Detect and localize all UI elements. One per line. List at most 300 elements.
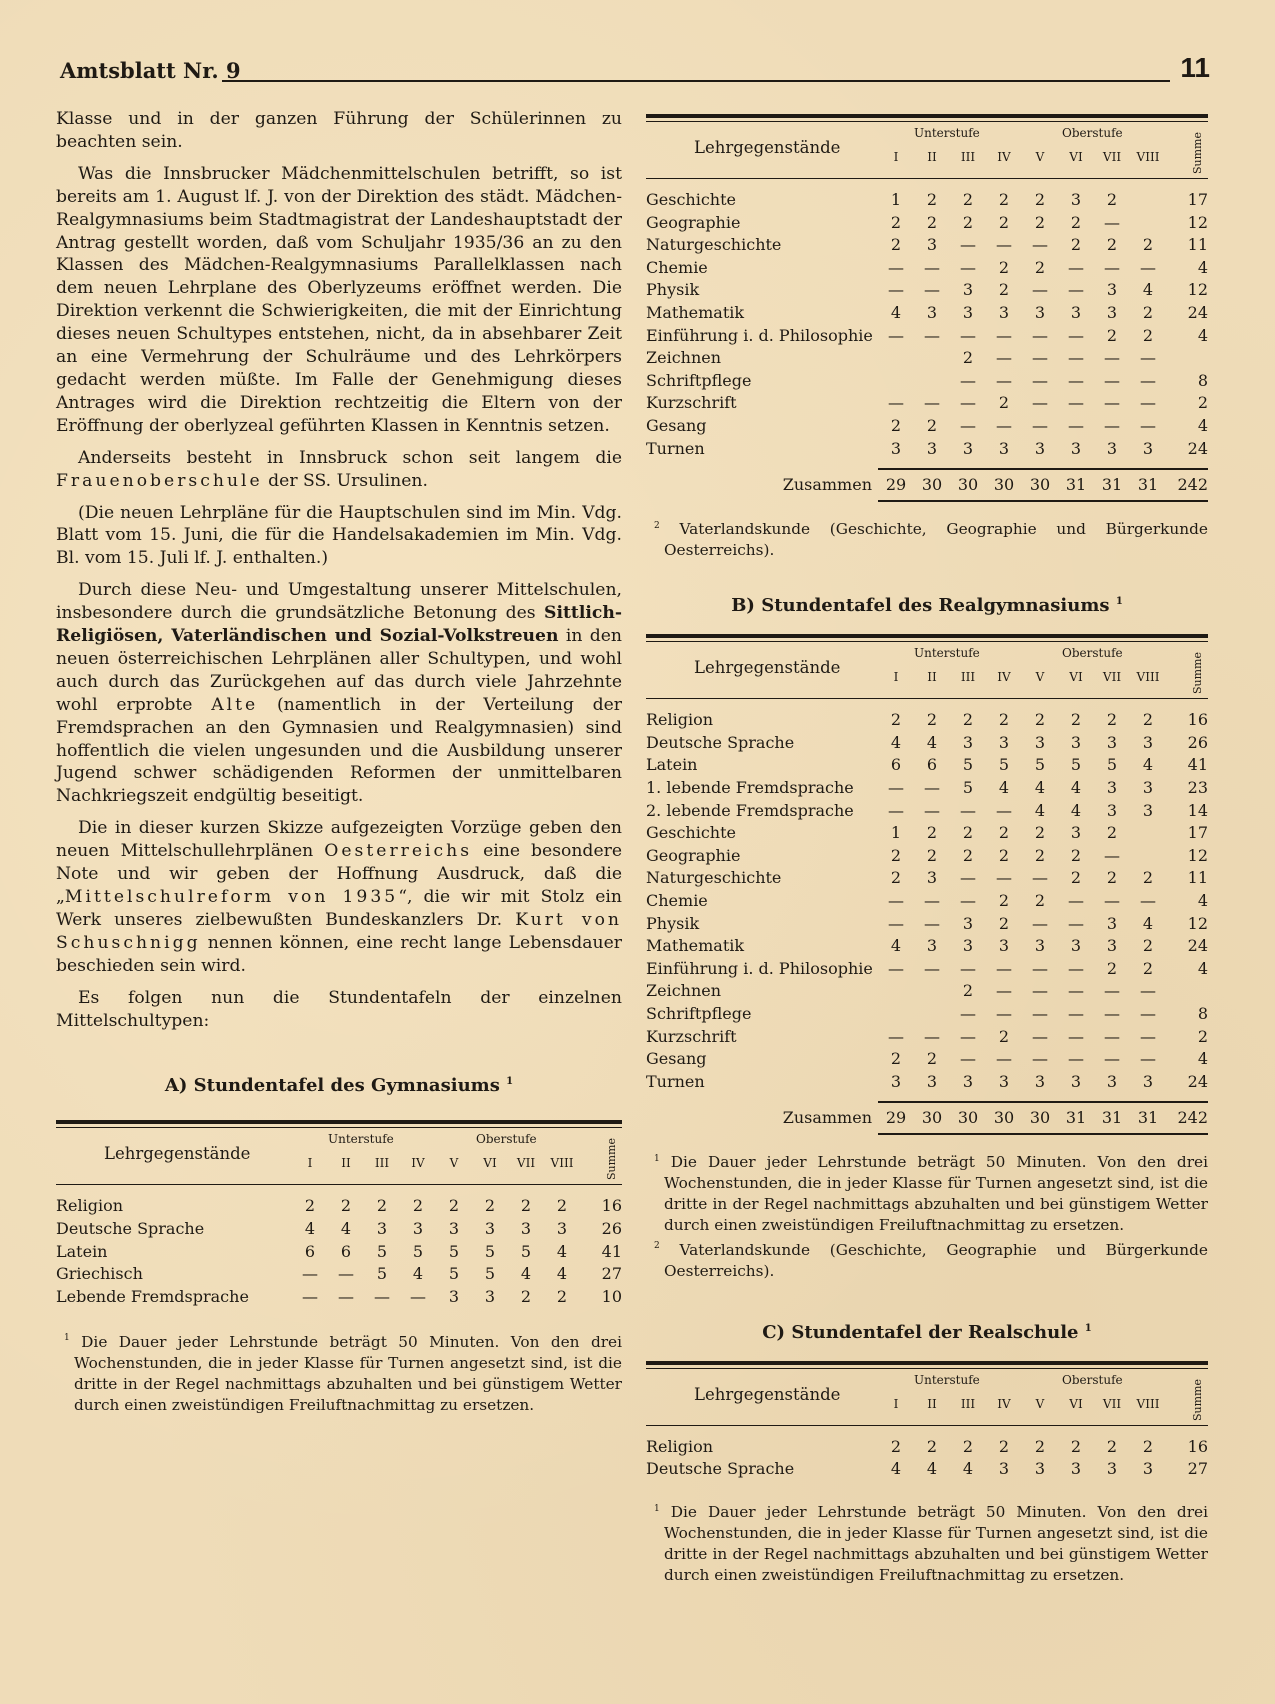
hours-cell: — <box>888 1026 904 1046</box>
hours-cell: 2 <box>1142 958 1154 978</box>
subject-cell: Gesang <box>646 1049 707 1069</box>
hours-cell: 2 <box>1070 868 1082 888</box>
total-label: Zusammen <box>782 1108 872 1128</box>
hours-cell: — <box>1104 415 1120 435</box>
hours-cell: — <box>996 325 1012 345</box>
sum-cell: 24 <box>1187 302 1208 322</box>
unterstufe-label: Unterstufe <box>914 646 980 661</box>
hours-cell: 4 <box>890 302 902 322</box>
sum-cell: 41 <box>601 1241 622 1261</box>
hours-cell: 2 <box>1034 710 1046 730</box>
sum-cell: 16 <box>601 1196 622 1216</box>
hours-cell: — <box>960 235 976 255</box>
hours-cell: 2 <box>998 710 1010 730</box>
sum-cell: 26 <box>1187 732 1208 752</box>
hours-cell: 3 <box>1070 732 1082 752</box>
total-cell: 31 <box>1058 469 1094 501</box>
class-header: VII <box>1102 1396 1122 1411</box>
hours-cell: — <box>924 280 940 300</box>
hours-cell: — <box>888 778 904 797</box>
paragraph: (Die neuen Lehrpläne für die Hauptschulen sind im Min. Vdg. Blatt vom 15. Juni, die für die Handelsakademien im Min. Vdg. Bl. vom 15. Juli lf. J. enthalten.) <box>56 502 622 569</box>
hours-cell: — <box>1032 1049 1048 1069</box>
subject-cell: Griechisch <box>56 1264 143 1284</box>
sum-cell: 17 <box>1187 823 1208 843</box>
hours-cell: 2 <box>998 280 1010 300</box>
table-b <box>646 634 1208 1135</box>
hours-cell: 2 <box>1070 1436 1082 1456</box>
footnote-2: $^2$ Vaterlandskunde (Geschichte, Geographie und Bürgerkunde Oesterreichs). <box>654 1240 1208 1280</box>
table-row <box>56 1195 622 1218</box>
table-row <box>56 1286 622 1309</box>
hours-cell: — <box>888 393 904 413</box>
hours-cell: — <box>960 415 976 435</box>
hours-cell: 3 <box>998 1071 1010 1091</box>
hours-cell <box>914 370 950 393</box>
table-row <box>646 415 1208 438</box>
hours-cell: — <box>374 1286 390 1306</box>
hours-cell: — <box>1140 393 1156 413</box>
hours-cell: 3 <box>1106 913 1118 933</box>
subject-cell: Religion <box>56 1196 124 1216</box>
hours-cell: — <box>1068 981 1084 1001</box>
hours-cell: — <box>996 415 1012 435</box>
hours-cell: — <box>1104 890 1120 910</box>
hours-cell: 4 <box>556 1264 568 1284</box>
summe-header: Summe <box>1191 1378 1204 1421</box>
hours-cell: 3 <box>926 936 938 956</box>
hours-cell: 3 <box>1034 302 1046 322</box>
sum-cell <box>1166 347 1208 370</box>
hours-cell: — <box>1068 348 1084 368</box>
hours-cell: 4 <box>304 1219 316 1239</box>
hours-cell: 5 <box>484 1264 496 1284</box>
class-header: VIII <box>1136 150 1160 164</box>
sum-cell: 4 <box>1197 257 1208 277</box>
subject-column-header: Lehrgegenstände <box>694 658 841 678</box>
hours-cell: 2 <box>962 348 974 368</box>
hours-cell: 3 <box>1034 1071 1046 1091</box>
hours-cell: — <box>1032 280 1048 300</box>
hours-cell: — <box>338 1264 354 1284</box>
subject-cell: Physik <box>646 913 700 933</box>
class-header: II <box>927 670 937 685</box>
hours-cell: 3 <box>1106 1071 1118 1091</box>
hours-cell: — <box>1140 1049 1156 1069</box>
table-row <box>646 777 1208 800</box>
hours-cell <box>878 980 914 1003</box>
hours-cell: — <box>888 280 904 300</box>
hours-cell: — <box>960 1003 976 1023</box>
hours-cell: 2 <box>926 823 938 843</box>
page-number: 11 <box>1180 52 1210 83</box>
sum-cell: 4 <box>1197 958 1208 978</box>
subject-cell: Latein <box>646 755 698 775</box>
table-row <box>646 913 1208 936</box>
paragraph: Durch diese Neu- und Umgestaltung unserer Mittelschulen, insbesondere durch die grundsätzliche Betonung des Sittlich-Religiösen, Vaterländischen und Sozial-Volkstreuen in den neuen österreichischen Lehrplänen aller Schultypen, und wohl auch durch das Zurückgehen auf das durch viele Jahrzehnte wohl erprobte Alte (namentlich in der Verteilung der Fremdsprachen an den Gymnasien und Realgymnasien) sind hoffentlich die vielen ungesunden und die Ausbildung unserer Jugend schwer schädigenden Reformen der unmittelbaren Nachkriegszeit endgültig beseitigt. <box>56 580 623 807</box>
hours-cell: — <box>1032 325 1048 345</box>
hours-cell: — <box>888 257 904 277</box>
hours-cell: 2 <box>962 212 974 232</box>
hours-cell: 1 <box>890 823 902 843</box>
hours-cell: — <box>996 981 1012 1001</box>
hours-cell: — <box>960 257 976 277</box>
oberstufe-label: Oberstufe <box>1062 646 1123 661</box>
header-rule <box>222 80 1170 82</box>
subject-cell: Schriftpflege <box>646 1003 752 1023</box>
hours-cell: 2 <box>998 393 1010 413</box>
table-row <box>646 1436 1208 1459</box>
class-header: I <box>893 150 899 164</box>
hours-cell: 3 <box>1142 1459 1154 1479</box>
hours-cell: — <box>410 1286 426 1306</box>
hours-cell: 4 <box>340 1219 352 1239</box>
hours-cell: 3 <box>1106 1459 1118 1479</box>
subject-cell: Naturgeschichte <box>646 235 782 255</box>
hours-cell: 3 <box>448 1219 460 1239</box>
table-c-title: C) Stundentafel der Realschule $^1$ <box>762 1321 1092 1343</box>
hours-cell: 2 <box>890 1049 902 1069</box>
hours-cell: 2 <box>1070 710 1082 730</box>
hours-cell: — <box>1068 1003 1084 1023</box>
hours-cell: 3 <box>1142 438 1154 458</box>
hours-cell: 3 <box>520 1219 532 1239</box>
hours-cell <box>914 347 950 370</box>
sum-cell: 2 <box>1197 393 1208 413</box>
hours-cell: — <box>1068 1026 1084 1046</box>
hours-cell: 3 <box>962 936 974 956</box>
class-header: VI <box>1069 150 1083 164</box>
unterstufe-label: Unterstufe <box>914 1372 980 1387</box>
hours-cell: 3 <box>556 1219 568 1239</box>
grand-total-cell: 242 <box>1166 469 1208 501</box>
hours-cell: 4 <box>1070 800 1082 820</box>
subject-cell: Chemie <box>646 257 708 277</box>
table-row <box>646 1458 1208 1481</box>
subject-cell: Deutsche Sprache <box>646 1459 795 1479</box>
hours-cell: 2 <box>1142 235 1154 255</box>
hours-cell: — <box>996 868 1012 888</box>
hours-cell: — <box>1104 1003 1120 1023</box>
hours-cell: — <box>1104 370 1120 390</box>
class-header: III <box>960 670 976 685</box>
page-header <box>60 52 1210 88</box>
class-header: VI <box>1069 670 1083 685</box>
class-header: V <box>1035 1396 1045 1411</box>
hours-cell: — <box>1140 981 1156 1001</box>
hours-cell: 4 <box>1142 280 1154 300</box>
hours-cell: 3 <box>962 913 974 933</box>
hours-cell <box>878 370 914 393</box>
class-header: I <box>307 1156 313 1171</box>
hours-cell: 3 <box>962 438 974 458</box>
hours-cell: — <box>924 1026 940 1046</box>
hours-cell: 3 <box>1106 778 1118 797</box>
hours-cell: — <box>996 370 1012 390</box>
hours-cell: 1 <box>890 190 902 209</box>
hours-cell: — <box>960 868 976 888</box>
hours-cell: — <box>1068 913 1084 933</box>
hours-cell: — <box>338 1286 354 1306</box>
hours-cell: 2 <box>304 1196 316 1216</box>
oberstufe-label: Oberstufe <box>1062 126 1123 140</box>
table-row <box>646 212 1208 235</box>
subject-cell: Mathematik <box>646 302 745 322</box>
sum-cell: 12 <box>1187 280 1208 300</box>
sum-cell: 17 <box>1187 190 1208 209</box>
table-row <box>646 980 1208 1003</box>
subject-column-header: Lehrgegenstände <box>104 1144 251 1164</box>
hours-cell: 2 <box>1106 190 1118 209</box>
hours-cell: 4 <box>556 1241 568 1261</box>
hours-cell: 2 <box>998 823 1010 843</box>
sum-cell <box>1166 980 1208 1003</box>
hours-cell: 2 <box>890 415 902 435</box>
hours-cell: 4 <box>890 1459 902 1479</box>
hours-cell: 2 <box>1142 1436 1154 1456</box>
hours-cell: 3 <box>376 1219 388 1239</box>
hours-cell: 4 <box>890 732 902 752</box>
hours-cell: 2 <box>962 1436 974 1456</box>
hours-cell: — <box>1104 981 1120 1001</box>
class-header: III <box>960 150 976 164</box>
hours-cell: — <box>1140 257 1156 277</box>
table-row <box>646 347 1208 370</box>
hours-cell: 3 <box>1070 302 1082 322</box>
subject-cell: Geographie <box>646 212 741 232</box>
hours-cell: — <box>1140 890 1156 910</box>
hours-cell: 2 <box>962 981 974 1001</box>
total-cell: 29 <box>878 469 914 501</box>
hours-cell: 4 <box>1070 778 1082 797</box>
hours-cell: 5 <box>448 1264 460 1284</box>
class-headers <box>878 150 1166 164</box>
oberstufe-label: Oberstufe <box>476 1132 537 1147</box>
hours-cell: 2 <box>1106 868 1118 888</box>
total-cell: 30 <box>914 469 950 501</box>
hours-cell: 3 <box>926 235 938 255</box>
table-c <box>646 1361 1208 1481</box>
hours-cell: 4 <box>890 936 902 956</box>
hours-cell: 2 <box>1106 823 1118 843</box>
class-header: IV <box>997 670 1011 685</box>
hours-cell: — <box>1104 845 1120 865</box>
class-header: II <box>927 150 937 164</box>
hours-cell: 4 <box>520 1264 532 1284</box>
hours-cell: 3 <box>998 936 1010 956</box>
hours-cell <box>1130 189 1166 212</box>
hours-cell: — <box>924 890 940 910</box>
hours-cell: — <box>996 348 1012 368</box>
sum-cell: 4 <box>1197 890 1208 910</box>
hours-cell: 2 <box>926 845 938 865</box>
total-cell: 31 <box>1130 1102 1166 1134</box>
class-header: V <box>1035 670 1045 685</box>
hours-cell: 3 <box>1070 1459 1082 1479</box>
sum-cell: 12 <box>1187 845 1208 865</box>
hours-cell: 3 <box>1070 936 1082 956</box>
table-header <box>646 1361 1208 1426</box>
hours-cell: — <box>960 370 976 390</box>
subject-cell: Geographie <box>646 845 741 865</box>
hours-cell: 2 <box>998 1026 1010 1046</box>
hours-cell: 2 <box>926 190 938 209</box>
totals-row <box>646 1102 1208 1134</box>
total-cell: 29 <box>878 1102 914 1134</box>
subject-cell: 1. lebende Fremdsprache <box>646 778 854 797</box>
hours-cell: 2 <box>1106 235 1118 255</box>
subject-cell: Geschichte <box>646 823 737 843</box>
hours-cell: — <box>924 800 940 820</box>
hours-cell: — <box>1068 257 1084 277</box>
table-row <box>646 867 1208 890</box>
hours-cell: — <box>924 778 940 797</box>
hours-cell: — <box>1068 393 1084 413</box>
hours-cell: 2 <box>890 212 902 232</box>
hours-cell: 2 <box>556 1196 568 1216</box>
hours-cell: 4 <box>926 1459 938 1479</box>
footnote-1: $^1$ Die Dauer jeder Lehrstunde beträgt 50 Minuten. Von den drei Wochenstunden, die in jeder Klasse für Turnen angesetzt sind, ist die dritte in der Regel nachmittags abzuhalten und bei günstigem Wetter durch einen zweistündigen Freiluftnachmittag zu ersetzen. <box>654 1153 1208 1235</box>
hours-cell: 4 <box>412 1264 424 1284</box>
hours-cell: 5 <box>962 778 974 797</box>
hours-cell <box>878 1003 914 1026</box>
hours-cell: 2 <box>926 710 938 730</box>
hours-cell: — <box>924 393 940 413</box>
class-header: V <box>449 1156 459 1171</box>
hours-cell: 2 <box>412 1196 424 1216</box>
subject-cell: Religion <box>646 710 714 730</box>
hours-cell: 2 <box>890 1436 902 1456</box>
subject-cell: Einführung i. d. Philosophie <box>646 958 873 978</box>
hours-cell: 3 <box>926 1071 938 1091</box>
hours-cell: — <box>960 890 976 910</box>
hours-cell: 3 <box>1142 800 1154 820</box>
table-row <box>646 1003 1208 1026</box>
hours-cell: — <box>924 913 940 933</box>
hours-cell: 3 <box>962 732 974 752</box>
table-row <box>646 732 1208 755</box>
hours-cell: — <box>1032 1026 1048 1046</box>
hours-cell: 3 <box>412 1219 424 1239</box>
hours-cell: 3 <box>890 1071 902 1091</box>
hours-cell: 4 <box>1142 755 1154 775</box>
hours-cell: — <box>960 393 976 413</box>
hours-cell: — <box>1032 393 1048 413</box>
subject-cell: Deutsche Sprache <box>56 1219 205 1239</box>
hours-cell: — <box>960 1026 976 1046</box>
hours-cell: 5 <box>520 1241 532 1261</box>
hours-cell: — <box>996 1003 1012 1023</box>
footnote-1: $^1$ Die Dauer jeder Lehrstunde beträgt 50 Minuten. Von den drei Wochenstunden, die in jeder Klasse für Turnen angesetzt sind, ist die dritte in der Regel nachmittags abzuhalten und bei günstigem Wetter durch einen zweistündigen Freiluftnachmittag zu ersetzen. <box>654 1502 1208 1584</box>
table-row <box>646 370 1208 393</box>
paragraph: Was die Innsbrucker Mädchenmittelschulen betrifft, so ist bereits am 1. August lf. J. von der Direktion des städt. Mädchen-Realgymnasiums beim Stadtmagistrat der Landeshauptstadt der Antrag gestellt worden, daß vom Schuljahr 1935/36 an zu den Klassen des Mädchen-Realgymnasiums Parallelklassen nach dem neuen Lehrplane des Oberlyzeums eröffnet werden. Die Direktion verkennt die Schwierigkeiten, die mit der Einrichtung dieses neuen Schultypes entstehen, nicht, da in absehbarer Zeit an eine Vermehrung der Schulräume und des Lehrkörpers gedacht werden müßte. Im Falle der Genehmigung dieses Antrages wird die Direktion rechtzeitig die Eltern von der Eröffnung der oberlyzeal geführten Klassen in Kenntnis setzen. <box>56 163 622 436</box>
table-a-title: A) Stundentafel des Gymnasiums $^1$ <box>164 1075 514 1097</box>
hours-cell: — <box>1032 235 1048 255</box>
hours-cell: — <box>996 235 1012 255</box>
total-cell: 31 <box>1094 469 1130 501</box>
totals-row <box>646 469 1208 501</box>
hours-cell: 2 <box>1142 325 1154 345</box>
sum-cell: 16 <box>1187 1436 1208 1456</box>
sum-cell: 16 <box>1187 710 1208 730</box>
table-header <box>646 114 1208 179</box>
subject-cell: Schriftpflege <box>646 370 752 390</box>
hours-cell: 5 <box>376 1241 388 1261</box>
hours-cell: 2 <box>962 710 974 730</box>
hours-cell: 2 <box>962 845 974 865</box>
hours-cell: 2 <box>1034 212 1046 232</box>
hours-cell: — <box>302 1264 318 1284</box>
total-cell: 30 <box>914 1102 950 1134</box>
total-cell: 31 <box>1094 1102 1130 1134</box>
total-cell: 30 <box>986 1102 1022 1134</box>
table-row <box>646 234 1208 257</box>
hours-cell: 3 <box>1034 936 1046 956</box>
total-cell: 31 <box>1058 1102 1094 1134</box>
footnote-1: $^1$ Die Dauer jeder Lehrstunde beträgt 50 Minuten. Von den drei Wochenstunden, die in jeder Klasse für Turnen angesetzt sind, ist die dritte in der Regel nachmittags abzuhalten und bei günstigem Wetter durch einen zweistündigen Freiluftnachmittag zu ersetzen. <box>64 1332 622 1414</box>
hours-cell: 3 <box>998 732 1010 752</box>
hours-cell: — <box>1104 212 1120 232</box>
hours-cell: 2 <box>1070 235 1082 255</box>
hours-cell: 5 <box>1070 755 1082 775</box>
class-header: VII <box>1102 670 1122 685</box>
class-header: V <box>1035 150 1045 164</box>
subject-cell: Gesang <box>646 415 707 435</box>
hours-cell: 3 <box>1070 190 1082 209</box>
total-cell: 30 <box>1022 469 1058 501</box>
hours-cell: 3 <box>1034 732 1046 752</box>
journal-title: Amtsblatt Nr. 9 <box>60 58 241 83</box>
table-row <box>646 302 1208 325</box>
hours-cell <box>1130 212 1166 235</box>
hours-cell: 5 <box>998 755 1010 775</box>
table-header <box>646 634 1208 699</box>
subject-column-header: Lehrgegenstände <box>694 138 841 157</box>
hours-cell: 4 <box>1034 778 1046 797</box>
hours-cell: 3 <box>1106 302 1118 322</box>
right-column <box>646 112 1208 1586</box>
hours-cell: 2 <box>1070 212 1082 232</box>
subject-cell: Zeichnen <box>646 981 722 1001</box>
hours-cell: — <box>1068 1049 1084 1069</box>
sum-cell: 4 <box>1197 325 1208 345</box>
class-header: III <box>960 1396 976 1411</box>
paragraph: Klasse und in der ganzen Führung der Schülerinnen zu beachten sein. <box>56 109 622 152</box>
hours-cell: 2 <box>1034 190 1046 209</box>
hours-cell: 3 <box>1070 1071 1082 1091</box>
hours-cell: 3 <box>1142 732 1154 752</box>
left-column <box>56 108 622 1416</box>
hours-cell: 2 <box>998 212 1010 232</box>
sum-cell: 24 <box>1187 438 1208 458</box>
class-header: II <box>341 1156 351 1171</box>
hours-cell: 3 <box>1070 438 1082 458</box>
hours-cell: 3 <box>926 302 938 322</box>
hours-cell: — <box>888 890 904 910</box>
table-header <box>56 1120 622 1185</box>
grand-total-cell: 242 <box>1166 1102 1208 1134</box>
hours-cell: — <box>888 325 904 345</box>
hours-cell: 3 <box>962 1071 974 1091</box>
hours-cell: — <box>1032 958 1048 978</box>
subject-cell: Chemie <box>646 890 708 910</box>
hours-cell: — <box>924 325 940 345</box>
hours-cell: — <box>960 958 976 978</box>
table-row <box>646 438 1208 461</box>
class-headers <box>878 1397 1166 1411</box>
table-row <box>646 1048 1208 1071</box>
hours-cell: — <box>1032 415 1048 435</box>
subject-cell: Turnen <box>646 1071 705 1091</box>
